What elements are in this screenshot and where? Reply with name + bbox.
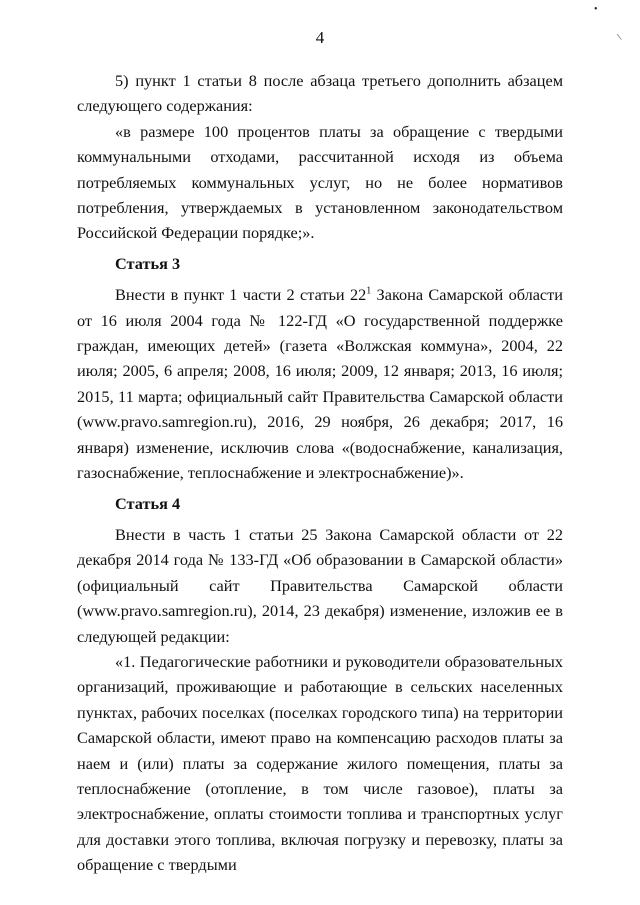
scan-mark: \ bbox=[616, 31, 623, 44]
superscript: 1 bbox=[366, 285, 372, 297]
article-3-heading: Статья 3 bbox=[115, 253, 181, 273]
article-4-heading: Статья 4 bbox=[115, 493, 181, 513]
article-4-text: Внести в часть 1 статьи 25 Закона Самарской области от 22 декабря 2014 года № 133-ГД «Об образовании в Самарской области» (официальный сайт Правительства Самарской области (www.pravo.samregion.ru), 2014, 23 декабря) изменение, изложив ее в следующей редакции: bbox=[77, 524, 563, 646]
quoted-amendment: «в размере 100 процентов платы за обращение с твердыми коммунальными отходами, рассчитанной исходя из объема потребляемых коммунальных услуг, но не более нормативов потребления, утверждаемых в установленном законодательством Российской Федерации порядке;». bbox=[77, 121, 563, 243]
scan-mark: • bbox=[594, 4, 598, 15]
article-3-text-end: Закона Самарской области от 16 июля 2004 года № 122-ГД «О государственной поддержке граждан, имеющих детей» (газета «Волжская коммуна», 2004, 22 июля; 2005, 6 апреля; 2008, 16 июля; 2009, 12 января; 2013, 16 июля; 2015, 11 марта; официальный сайт Правительства Самарской области (www.pravo.samregion.ru), 2016, 29 ноября, 26 декабря; 2017, 16 января) изменение, исключив слова «(водоснабжение, канализация, газоснабжение, теплоснабжение и электроснабжение)». bbox=[77, 285, 563, 483]
article-3-text-start: Внести в пункт 1 части 2 статьи 22 bbox=[115, 285, 367, 305]
quoted-new-wording: «1. Педагогические работники и руководители образовательных организаций, проживающие и работающие в сельских населенных пунктах, рабочих поселках (поселках городского типа) на территории Самарской области, имеют право на компенсацию расходов платы за наем и (или) платы за содержание жилого помещения, платы за теплоснабжение (отопление, в том числе газовое), платы за электроснабжение, оплаты стоимости топлива и транспортных услуг для доставки этого топлива, включая погрузку и перевозку, платы за обращение с твердыми bbox=[77, 651, 563, 875]
article-3-text bbox=[77, 282, 563, 485]
paragraph-item-5: 5) пункт 1 статьи 8 после абзаца третьего дополнить абзацем следующего содержания: bbox=[77, 71, 563, 116]
page-number: 4 bbox=[315, 28, 325, 47]
document-body bbox=[77, 68, 563, 878]
